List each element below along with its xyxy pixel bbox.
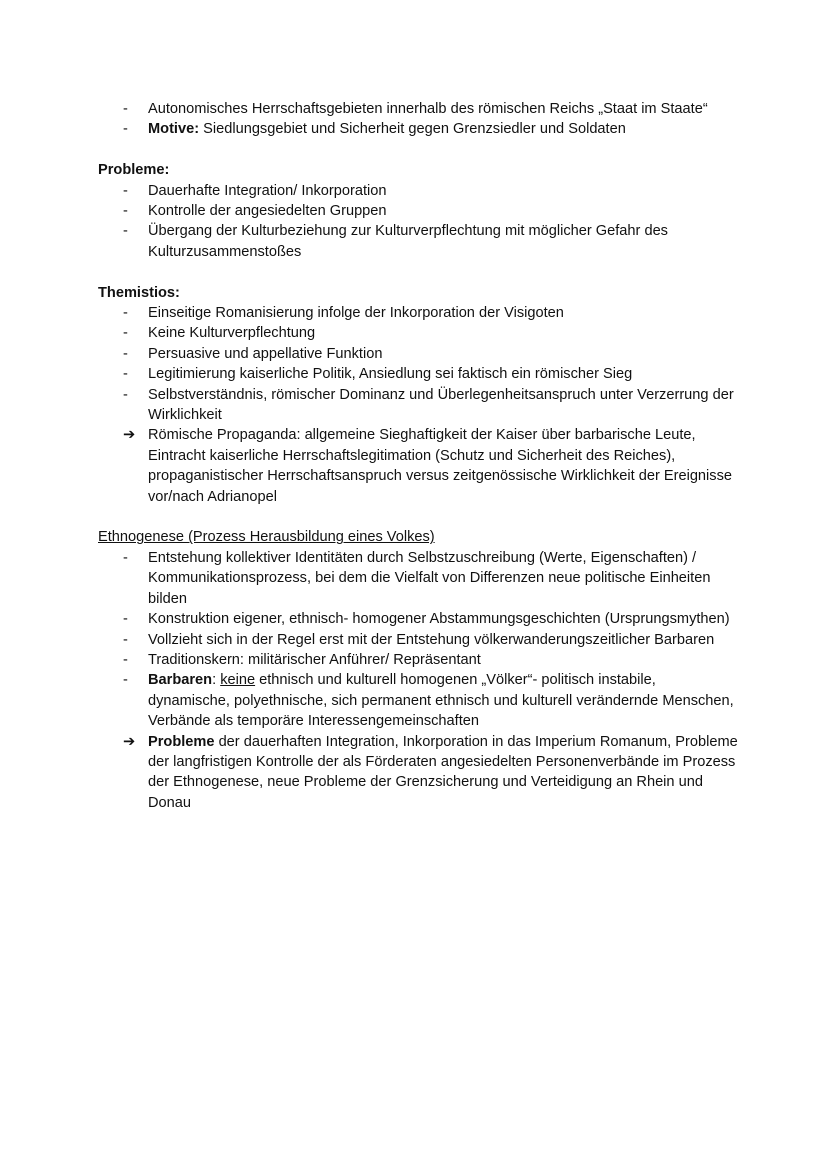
list-item: [98, 548, 738, 609]
list-item: [98, 323, 738, 343]
list-item-text: ethnisch und kulturell homogenen „Völker“- politisch instabile, dynamische, polyethnische, sich permanent ethnisch und kulturell verändernde Menschen, Verbände als temporäre Interessengemeinschaften: [148, 672, 734, 730]
intro-list: [98, 99, 738, 140]
list-item: [98, 609, 738, 629]
arrow-right-icon: ➔: [123, 733, 136, 750]
spacer: [98, 140, 738, 160]
list-item-text: Vollzieht sich in der Regel erst mit der Entstehung völkerwanderungszeitlicher Barbaren: [148, 631, 715, 648]
document-page: [98, 99, 738, 813]
list-item-colon: :: [212, 672, 221, 689]
list-item: [98, 221, 738, 262]
section-heading-ethnogenese: Ethnogenese (Prozess Herausbildung eines Volkes): [98, 529, 435, 546]
list-item: [98, 344, 738, 364]
list-item: [98, 385, 738, 426]
list-item-bold-label: Barbaren: [148, 672, 213, 689]
conclusion-bold-label: Probleme: [148, 733, 215, 750]
dash-bullet: -: [123, 325, 128, 342]
list-item-text: Konstruktion eigener, ethnisch- homogener Abstammungsgeschichten (Ursprungsmythen): [148, 611, 730, 628]
conclusion-text: Römische Propaganda: allgemeine Sieghaftigkeit der Kaiser über barbarische Leute, Eintracht kaiserliche Herrschaftslegitimation (Schutz und Sicherheit des Reiches), propaganistischer Herrschaftsanspruch versus zeitgenössische Wirklichkeit der Ereignisse vor/nach Adrianopel: [148, 427, 732, 505]
list-item-text: Siedlungsgebiet und Sicherheit gegen Grenzsiedler und Soldaten: [199, 121, 626, 138]
dash-bullet: -: [123, 182, 128, 199]
conclusion-text: der dauerhaften Integration, Inkorporation in das Imperium Romanum, Probleme der langfristigen Kontrolle der als Förderaten angesiedelten Personenverbände im Prozess der Ethnogenese, neue Probleme der Grenzsicherung und Verteidigung an Rhein und Donau: [148, 733, 738, 811]
list-item-text: Einseitige Romanisierung infolge der Inkorporation der Visigoten: [148, 305, 564, 322]
list-item: [98, 670, 738, 731]
section-heading-probleme: Probleme:: [98, 162, 170, 179]
list-item-text: Legitimierung kaiserliche Politik, Ansiedlung sei faktisch ein römischer Sieg: [148, 366, 633, 383]
list-item-text: Keine Kulturverpflechtung: [148, 325, 316, 342]
dash-bullet: -: [123, 651, 128, 668]
themistios-list: [98, 303, 738, 507]
section-heading-themistios: Themistios:: [98, 284, 180, 301]
list-item-text: Entstehung kollektiver Identitäten durch Selbstzuschreibung (Werte, Eigenschaften) / Kommunikationsprozess, bei dem die Vielfalt von Differenzen neue politische Einheiten bilden: [148, 549, 711, 607]
list-item: [98, 364, 738, 384]
conclusion-item: [98, 732, 738, 814]
list-item: [98, 201, 738, 221]
list-item: [98, 650, 738, 670]
dash-bullet: -: [123, 223, 128, 240]
list-item-text: Kontrolle der angesiedelten Gruppen: [148, 203, 387, 220]
dash-bullet: -: [123, 305, 128, 322]
list-item: [98, 119, 738, 139]
list-item: [98, 99, 738, 119]
list-item-text: Übergang der Kulturbeziehung zur Kulturverpflechtung mit möglicher Gefahr des Kulturzusammenstoßes: [148, 223, 668, 260]
dash-bullet: -: [123, 366, 128, 383]
dash-bullet: -: [123, 672, 128, 689]
dash-bullet: -: [123, 345, 128, 362]
ethnogenese-list: [98, 548, 738, 813]
dash-bullet: -: [123, 101, 128, 117]
list-item-text: Dauerhafte Integration/ Inkorporation: [148, 182, 387, 199]
dash-bullet: -: [123, 121, 128, 138]
probleme-list: [98, 181, 738, 263]
arrow-right-icon: ➔: [123, 427, 136, 444]
dash-bullet: -: [123, 203, 128, 220]
list-item: [98, 630, 738, 650]
dash-bullet: -: [123, 631, 128, 648]
list-item-text: Selbstverständnis, römischer Dominanz und Überlegenheitsanspruch unter Verzerrung der Wirklichkeit: [148, 386, 734, 424]
conclusion-item: [98, 425, 738, 507]
dash-bullet: -: [123, 386, 128, 403]
list-item-bold-label: Motive:: [148, 121, 200, 138]
list-item: [98, 181, 738, 201]
list-item-text: Traditionskern: militärischer Anführer/ Repräsentant: [148, 651, 481, 668]
underlined-word: keine: [220, 672, 256, 689]
list-item-text: Persuasive und appellative Funktion: [148, 345, 383, 362]
list-item: [98, 303, 738, 323]
list-item-text: Autonomisches Herrschaftsgebieten innerhalb des römischen Reichs „Staat im Staate“: [148, 101, 708, 117]
spacer: [98, 262, 738, 282]
spacer: [98, 507, 738, 527]
dash-bullet: -: [123, 549, 128, 566]
dash-bullet: -: [123, 611, 128, 628]
